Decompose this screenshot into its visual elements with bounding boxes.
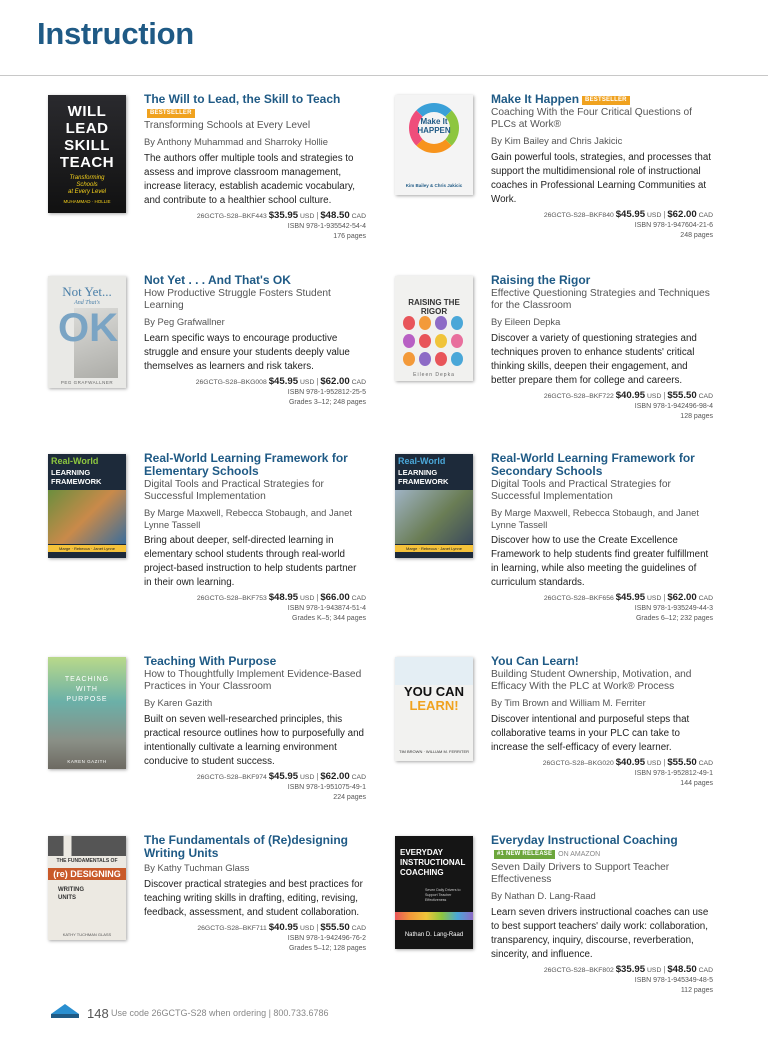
- book-meta: 26GCTG-S28–BKF753 $48.95 USD | $66.00 CAD ISBN 978-1-943874-51-4 Grades K–5; 344 pages: [144, 593, 366, 624]
- book-subtitle: Digital Tools and Practical Strategies for Successful Implementation: [491, 479, 671, 502]
- cover-subtitle: Transforming Schools at Every Level: [67, 175, 107, 195]
- book-cover[interactable]: [395, 276, 473, 381]
- book-title[interactable]: Make It Happen BESTSELLER: [491, 93, 713, 106]
- cover-title: TEACHING WITH PURPOSE: [64, 676, 110, 703]
- book-title[interactable]: The Will to Lead, the Skill to TeachBESTSELLER: [144, 92, 341, 116]
- cover-authors: Marge · Rebecca · Janet Lynne: [395, 545, 473, 552]
- book-extra: 128 pages: [680, 412, 713, 420]
- book-subtitle: Effective Questioning Strategies and Techniques for the Classroom: [491, 288, 710, 311]
- cover-author: Nathan D. Lang-Raad: [404, 932, 464, 938]
- cover-title: Make It HAPPEN: [417, 117, 451, 135]
- price-cad: $55.50: [667, 389, 697, 401]
- price-usd: $45.95: [615, 592, 646, 603]
- cover-author: Kim Bailey & Chris Jakicic: [405, 183, 463, 188]
- price-cad: $48.50: [667, 963, 697, 975]
- new-release-badge: #1 NEW RELEASE: [494, 850, 555, 859]
- cover-title: RAISING THE RIGOR: [408, 298, 460, 316]
- book-cover[interactable]: [395, 836, 473, 949]
- title-divider: [0, 75, 768, 76]
- book-subtitle: How Productive Struggle Fosters Student Learning: [144, 288, 331, 311]
- book-title[interactable]: Everyday Instructional Coaching#1 NEW RELEASE ON AMAZON: [491, 833, 678, 858]
- product-code: 26GCTG-S28–BKG020: [542, 759, 614, 767]
- cover-top: Real-World: [51, 456, 99, 466]
- cover-author: PEG GRAFWALLNER: [60, 380, 114, 385]
- product-code: 26GCTG-S28–BKF974: [196, 773, 267, 781]
- publisher-logo-icon: [51, 1004, 79, 1018]
- book-description: Discover how to use the Create Excellence Framework to help students find greater fulfillment in learning, while also meeting the guidelines of curriculum standards.: [491, 535, 709, 588]
- book-subtitle: Building Student Ownership, Motivation, and Efficacy With the PLC at Work® Process: [491, 669, 692, 692]
- cover-title: WILL LEAD SKILL TEACH: [59, 103, 115, 171]
- book-title[interactable]: Raising the Rigor: [491, 273, 591, 287]
- book-description: Gain powerful tools, strategies, and processes that support the multidimensional role of instructional coaches in Professional Learning Communities at Work.: [491, 151, 712, 205]
- price-usd: $40.95: [615, 389, 646, 401]
- price-usd: $40.95: [268, 921, 299, 933]
- book-author: By Eileen Depka: [491, 316, 561, 327]
- book-cover[interactable]: [395, 95, 473, 195]
- book-description: Discover practical strategies and best practices for teaching writing skills in drafting, editing, revising, feedback, assessment, and student collaboration.: [144, 878, 363, 918]
- isbn: ISBN 978-1-951075-49-1: [287, 783, 366, 791]
- book-author: By Anthony Muhammad and Sharroky Hollie: [144, 136, 328, 147]
- book-extra: Grades 3–12; 248 pages: [288, 398, 366, 406]
- isbn: ISBN 978-1-942496-98-4: [634, 402, 713, 410]
- cover-top: Real-World: [398, 456, 446, 466]
- book-title[interactable]: Not Yet . . . And That's OK: [144, 273, 291, 287]
- product-code: 26GCTG-S28–BKF443: [196, 212, 267, 220]
- product-code: 26GCTG-S28–BKF840: [543, 211, 614, 219]
- product-code: 26GCTG-S28–BKF656: [543, 595, 614, 602]
- book-description: Bring about deeper, self-directed learning in elementary school students through real-world project-based instruction to help students partner in their own learning.: [144, 535, 357, 588]
- product-code: 26GCTG-S28–BKF722: [543, 392, 614, 400]
- book-author: By Kim Bailey and Chris Jakicic: [491, 135, 623, 146]
- isbn: ISBN 978-1-952812-49-1: [634, 769, 713, 777]
- cover-title: LEARNING FRAMEWORK: [398, 468, 449, 486]
- cover-author: TIM BROWN · WILLIAM M. FERRITER: [399, 749, 469, 754]
- book-subtitle: Transforming Schools at Every Level: [144, 120, 311, 131]
- isbn: ISBN 978-1-942496-76-2: [287, 934, 366, 942]
- book-description: Learn seven drivers instructional coaches can use to best support teachers' daily work: collaboration, transparency, inquiry, discourse, reverberation, sincerity, and influence.: [491, 906, 709, 960]
- cover-title: (re) DESIGNING: [48, 868, 126, 880]
- footer-text: Use code 26GCTG-S28 when ordering | 800.733.6786: [111, 1008, 329, 1018]
- book-extra: 176 pages: [333, 232, 366, 240]
- book-cover[interactable]: [48, 95, 126, 213]
- isbn: ISBN 978-1-935249-44-3: [634, 605, 713, 612]
- book-author: By Marge Maxwell, Rebecca Stobaugh, and Janet Lynne Tassell: [144, 507, 352, 530]
- page-number: 148: [87, 1006, 109, 1021]
- cover-subtitle: And That's: [74, 300, 100, 306]
- price-cad: $66.00: [320, 592, 350, 603]
- badge-suffix: ON AMAZON: [558, 851, 601, 858]
- book-title[interactable]: Real-World Learning Framework for Secondary Schools: [491, 451, 695, 478]
- price-cad: $62.00: [667, 592, 697, 603]
- price-usd: $40.95: [615, 756, 646, 768]
- book-cover[interactable]: [48, 657, 126, 769]
- book-author: By Nathan D. Lang-Raad: [491, 890, 596, 901]
- book-cover[interactable]: [395, 657, 473, 761]
- book-title[interactable]: The Fundamentals of (Re)designing Writing Units: [144, 833, 349, 860]
- isbn: ISBN 978-1-945349-48-5: [634, 976, 713, 984]
- product-code: 26GCTG-S28–BKF753: [196, 595, 267, 602]
- book-cover[interactable]: [48, 836, 126, 940]
- cover-authors: Marge · Rebecca · Janet Lynne: [48, 545, 126, 552]
- isbn: ISBN 978-1-947604-21-6: [634, 221, 713, 229]
- book-extra: 224 pages: [333, 793, 366, 801]
- book-meta: 26GCTG-S28–BKF711 $40.95 USD | $55.50 CAD ISBN 978-1-942496-76-2 Grades 5–12; 128 pages: [144, 923, 366, 954]
- cover-author: KATHY TUCHMAN GLASS: [62, 932, 112, 937]
- book-meta: 26GCTG-S28–BKF443 $35.95 USD | $48.50 CAD ISBN 978-1-935542-54-4 176 pages: [144, 211, 366, 242]
- cover-title: Not Yet...: [62, 284, 112, 299]
- book-author: By Karen Gazith: [144, 697, 213, 708]
- book-extra: Grades K–5; 344 pages: [292, 615, 366, 622]
- book-subtitle: How to Thoughtfully Implement Evidence-Based Practices in Your Classroom: [144, 669, 362, 692]
- book-cover[interactable]: [48, 454, 126, 558]
- book-description: The authors offer multiple tools and strategies to assess and improve classroom management, increase literacy, establish academic vocabulary, and contribute to a healthier school culture.: [144, 152, 355, 206]
- cover-author: KAREN GAZITH: [67, 759, 107, 764]
- book-meta: 26GCTG-S28–BKF974 $45.95 USD | $62.00 CAD ISBN 978-1-951075-49-1 224 pages: [144, 772, 366, 803]
- book-author: By Marge Maxwell, Rebecca Stobaugh, and Janet Lynne Tassell: [491, 507, 699, 530]
- book-author: By Peg Grafwallner: [144, 316, 225, 327]
- cover-title: YOU CAN LEARN!: [404, 684, 464, 713]
- price-cad: $55.50: [320, 921, 350, 933]
- price-usd: $35.95: [268, 209, 299, 221]
- book-meta: 26GCTG-S28–BKF802 $35.95 USD | $48.50 CAD ISBN 978-1-945349-48-5 112 pages: [491, 965, 713, 996]
- cover-title: EVERYDAY INSTRUCTIONAL COACHING: [400, 848, 466, 877]
- book-meta: 26GCTG-S28–BKF656 $45.95 USD | $62.00 CAD ISBN 978-1-935249-44-3 Grades 6–12; 232 pages: [491, 593, 713, 624]
- isbn: ISBN 978-1-952812-25-5: [287, 388, 366, 396]
- book-meta: 26GCTG-S28–BKG020 $40.95 USD | $55.50 CAD ISBN 978-1-952812-49-1 144 pages: [491, 758, 713, 789]
- book-meta: 26GCTG-S28–BKG008 $45.95 USD | $62.00 CAD ISBN 978-1-952812-25-5 Grades 3–12; 248 pages: [144, 377, 366, 408]
- book-author: By Kathy Tuchman Glass: [144, 862, 250, 873]
- isbn: ISBN 978-1-935542-54-4: [287, 222, 366, 230]
- book-cover[interactable]: [395, 454, 473, 558]
- cover-title: LEARNING FRAMEWORK: [51, 468, 102, 486]
- product-code: 26GCTG-S28–BKF802: [543, 966, 614, 974]
- book-author: By Tim Brown and William M. Ferriter: [491, 697, 646, 708]
- book-extra: 144 pages: [680, 779, 713, 787]
- page-title: Instruction: [37, 16, 194, 51]
- price-cad: $55.50: [667, 756, 697, 768]
- book-subtitle: Digital Tools and Practical Strategies for Successful Implementation: [144, 479, 324, 502]
- book-meta: 26GCTG-S28–BKF722 $40.95 USD | $55.50 CAD ISBN 978-1-942496-98-4 128 pages: [491, 391, 713, 422]
- price-usd: $45.95: [615, 208, 646, 220]
- price-usd: $48.95: [268, 592, 299, 603]
- book-description: Built on seven well-researched principles, this practical resource outlines how to purposefully and intentionally cultivate a learning environment conducive to student success.: [144, 713, 365, 767]
- book-subtitle: Seven Daily Drivers to Support Teacher Effectiveness: [491, 862, 670, 885]
- price-usd: $35.95: [615, 963, 646, 975]
- book-extra: Grades 5–12; 128 pages: [288, 944, 366, 952]
- product-code: 26GCTG-S28–BKF711: [197, 924, 267, 932]
- book-extra: Grades 6–12; 232 pages: [635, 615, 713, 622]
- cover-author: Eileen Depka: [413, 372, 455, 378]
- book-title[interactable]: Teaching With Purpose: [144, 654, 277, 668]
- price-cad: $62.00: [320, 375, 350, 387]
- book-cover[interactable]: [48, 276, 126, 388]
- product-code: 26GCTG-S28–BKG008: [195, 378, 267, 386]
- bestseller-badge: BESTSELLER: [147, 109, 195, 118]
- book-title[interactable]: Real-World Learning Framework for Elementary Schools: [144, 451, 348, 478]
- price-cad: $62.00: [320, 770, 350, 782]
- cover-subtitle: WRITING UNITS: [58, 887, 84, 901]
- price-usd: $45.95: [268, 770, 299, 782]
- price-cad: $48.50: [320, 209, 350, 221]
- book-description: Learn specific ways to encourage productive struggle and ensure your students deeply value themselves as learners and risk takers.: [144, 332, 350, 372]
- cover-author: MUHAMMAD · HOLLIE: [63, 199, 111, 204]
- cover-big-text: OK: [58, 306, 118, 350]
- cover-subtitle: Seven Daily Drivers to Support Teacher Effectiveness: [425, 888, 461, 902]
- book-description: Discover a variety of questioning strategies and techniques proven to enhance students' critical thinking skills, deepen their engagement, and better prepare them for college and careers.: [491, 332, 697, 386]
- book-meta: 26GCTG-S28–BKF840 $45.95 USD | $62.00 CAD ISBN 978-1-947604-21-6 248 pages: [491, 210, 713, 241]
- book-extra: 248 pages: [680, 231, 713, 239]
- book-description: Discover intentional and purposeful steps that collaborative teams in your PLC can take to increase the self-efficacy of every learner.: [491, 713, 690, 753]
- price-cad: $62.00: [667, 208, 697, 220]
- book-title[interactable]: You Can Learn!: [491, 654, 579, 668]
- book-extra: 112 pages: [680, 986, 713, 994]
- isbn: ISBN 978-1-943874-51-4: [287, 605, 366, 612]
- bestseller-badge: BESTSELLER: [582, 96, 630, 105]
- price-usd: $45.95: [268, 375, 299, 387]
- cover-top: THE FUNDAMENTALS OF: [56, 858, 118, 864]
- book-subtitle: Coaching With the Four Critical Questions of PLCs at Work®: [491, 107, 693, 130]
